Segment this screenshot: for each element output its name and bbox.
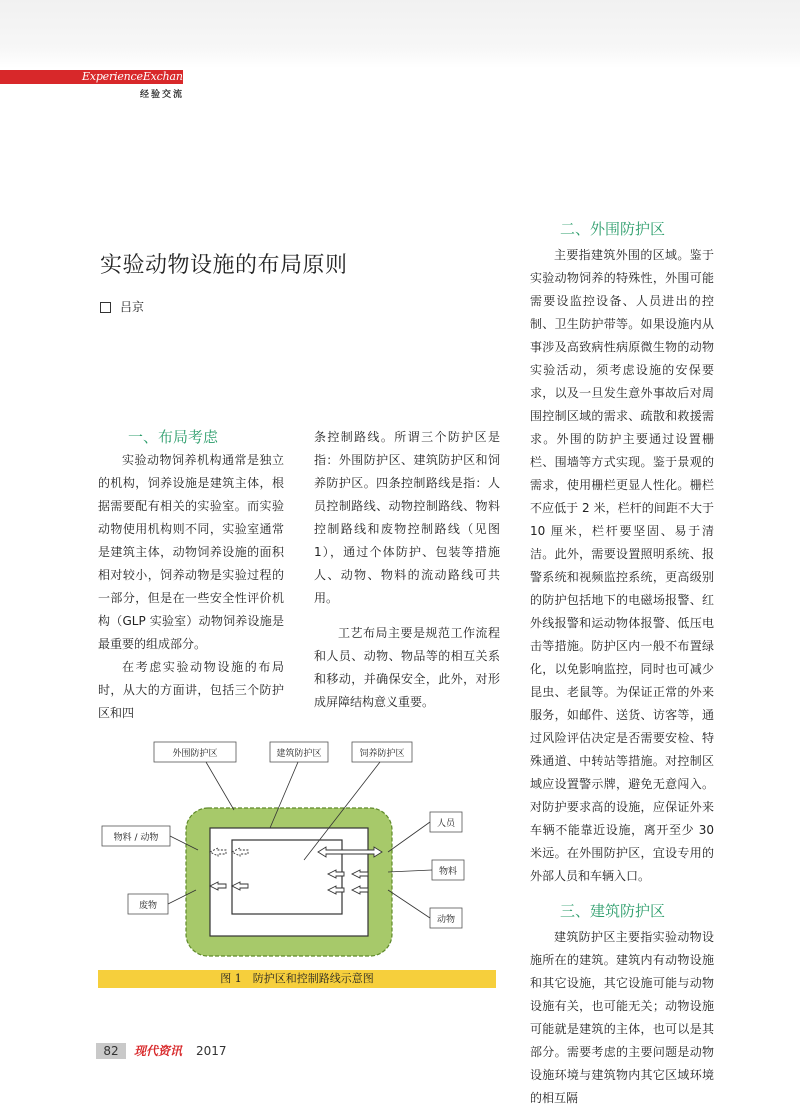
label-material-animal: 物料 / 动物 xyxy=(113,833,159,843)
figure-caption-bar xyxy=(98,970,496,988)
section-heading-2: 二、外围防护区 xyxy=(560,220,666,238)
page-number: 82 xyxy=(96,1043,126,1059)
leader-line-material xyxy=(388,870,432,872)
leader-line-person xyxy=(388,822,430,852)
label-animal: 动物 xyxy=(436,915,456,925)
column-2 xyxy=(314,426,500,714)
protection-zone-diagram xyxy=(98,740,496,970)
paragraph: 在考虑实验动物设施的布局时，从大的方面讲，包括三个防护区和四 xyxy=(98,660,284,720)
publication-year: 2017 xyxy=(196,1044,227,1058)
magazine-name: 现代资讯 xyxy=(134,1044,183,1058)
section-heading-3: 三、建筑防护区 xyxy=(560,902,666,920)
paragraph: 条控制路线。所谓三个防护区是指：外围防护区、建筑防护区和饲养防护区。四条控制路线是指：人员控制路线、动物控制路线、物料控制路线和废物控制路线（见图 1），通过个体防护、包装等措施人、动物、物料的流动路线可共用。 xyxy=(314,430,500,605)
column-3 xyxy=(530,218,714,1110)
label-building-zone: 建筑防护区 xyxy=(276,749,322,759)
leader-line-animal xyxy=(388,890,430,918)
paragraph: 实验动物饲养机构通常是独立的机构，饲养设施是建筑主体，根据需要配有相关的实验室。而实验动物使用机构则不同，实验室通常是建筑主体，动物饲养设施的面积相对较小，饲养动物是实验过程的一部分，但是在一些安全性评价机构（GLP 实验室）动物饲养设施是最重要的组成部分。 xyxy=(98,453,284,651)
label-breeding-zone: 饲养防护区 xyxy=(359,749,405,759)
section-heading-1: 一、布局考虑 xyxy=(128,428,219,446)
figure-caption: 图 1 防护区和控制路线示意图 xyxy=(220,972,374,985)
label-person: 人员 xyxy=(436,819,456,829)
label-waste: 废物 xyxy=(138,901,158,911)
column-1 xyxy=(98,426,284,725)
section-header-chinese: 经验交流 xyxy=(140,90,185,100)
label-outer-zone: 外围防护区 xyxy=(172,749,218,759)
label-material: 物料 xyxy=(438,867,458,877)
leader-line-outer xyxy=(206,762,234,810)
author-box-icon xyxy=(100,302,111,313)
section-header-english: ExperienceExchange xyxy=(82,70,196,83)
paragraph: 主要指建筑外围的区域。鉴于实验动物饲养的特殊性，外围可能需要设监控设备、人员进出的控制、卫生防护带等。如果设施内从事涉及高致病性病原微生物的动物实验活动，须考虑设施的安保要求，以及一旦发生意外事故后对周围控制区域的需求、疏散和救援需求。外围的防护主要通过设置栅栏、围墙等方式实现。鉴于景观的需求，使用栅栏更显人性化。栅栏不应低于 2 米，栏杆的间距不大于 10 厘米，栏杆要坚固、易于清洁。此外，需要设置照明系统、报警系统和视频监控系统，更高级别的防护包括地下的电磁场报警、红外线报警和运动物体报警、低压电击等措施。防护区内一般不布置绿化，以免影响监控，同时也可减少昆虫、老鼠等。为保证正常的外来服务，如邮件、送货、访客等，通过风险评估决定是否需要安检、特殊通道、中转站等措施。对控制区域应设置警示牌，避免无意闯入。对防护要求高的设施，应保证外来车辆不能靠近设施，离开至少 30 米远。在外围防护区，宜设专用的外部人员和车辆入口。 xyxy=(530,248,714,883)
paragraph: 工艺布局主要是规范工作流程和人员、动物、物品等的相互关系和移动，并确保安全，此外，对形成屏障结构意义重要。 xyxy=(314,626,500,709)
article-title: 实验动物设施的布局原则 xyxy=(100,253,348,278)
article-author: 吕京 xyxy=(120,300,145,314)
paragraph: 建筑防护区主要指实验动物设施所在的建筑。建筑内有动物设施和其它设施，其它设施可能与动物设施有关，也可能无关；动物设施可能就是建筑的主体，也可以是其部分。需要考虑的主要问题是动物设施环境与建筑物内其它区域环境的相互隔 xyxy=(530,930,714,1105)
top-band xyxy=(0,0,800,68)
